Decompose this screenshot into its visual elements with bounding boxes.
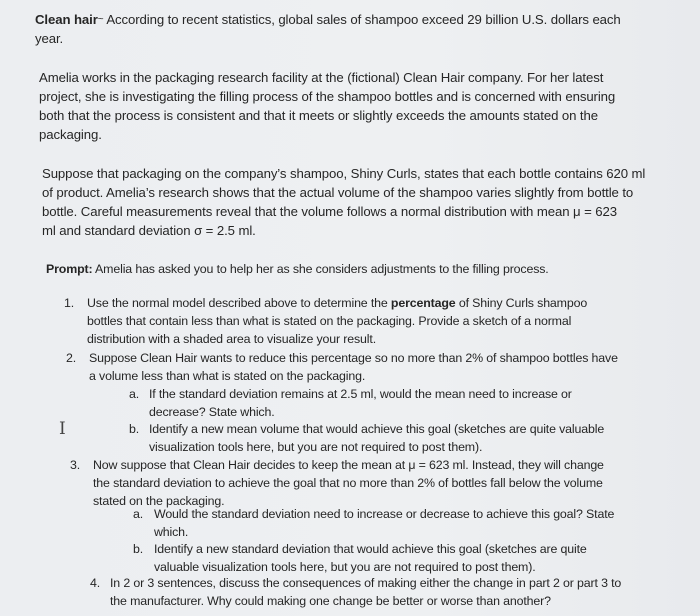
para1-line: Amelia works in the packaging research facility at the (fictional) Clean Hair company. For her latest <box>39 70 604 85</box>
prompt-text: Amelia has asked you to help her as she considers adjustments to the filling process. <box>92 262 549 276</box>
q3-number: 3. <box>70 458 81 472</box>
q3b-line: valuable visualization tools here, but you are not required to post them). <box>154 560 536 574</box>
q1-line: bottles that contain less than what is stated on the packaging. Provide a sketch of a normal <box>87 314 572 328</box>
q3a-line: Would the standard deviation need to increase or decrease to achieve this goal? State <box>154 507 615 521</box>
q4-line: the manufacturer. Why could making one change be better or worse than another? <box>110 594 551 608</box>
q2a-letter: a. <box>129 387 140 401</box>
q1-emphasis: percentage <box>390 296 456 310</box>
q4-line: In 2 or 3 sentences, discuss the consequences of making either the change in part 2 or part 3 to <box>110 576 622 590</box>
q2a-line: If the standard deviation remains at 2.5 ml, would the mean need to increase or <box>149 387 572 401</box>
intro-text: According to recent statistics, global sales of shampoo exceed 29 billion U.S. dollars each <box>103 12 621 27</box>
para1-line: packaging. <box>39 127 102 142</box>
q2-number: 2. <box>66 351 77 365</box>
q3b-line: Identify a new standard deviation that would achieve this goal (sketches are quite <box>154 542 587 556</box>
q2b-line: visualization tools here, but you are not required to post them). <box>149 440 483 454</box>
q2a-line: decrease? State which. <box>149 405 275 419</box>
intro-line <box>35 12 621 28</box>
doc-title: Clean hair <box>35 12 98 27</box>
q3b-letter: b. <box>133 542 144 556</box>
text-cursor-icon: I <box>59 419 66 439</box>
q3a-letter: a. <box>133 507 144 521</box>
para2-line: of product. Amelia’s research shows that the actual volume of the shampoo varies slightly from bottle to <box>42 185 634 200</box>
para1-line: project, she is investigating the filling process of the shampoo bottles and is concerned with ensuring <box>39 89 616 104</box>
q3-line: the standard deviation to achieve the goal that no more than 2% of bottles fall below the volume <box>93 476 603 490</box>
prompt-line <box>46 261 549 277</box>
prompt-label: Prompt: <box>46 262 93 276</box>
title-mark: ~ <box>97 14 104 25</box>
q3-line: stated on the packaging. <box>93 494 225 508</box>
q2b-line: Identify a new mean volume that would achieve this goal (sketches are quite valuable <box>149 422 605 436</box>
intro-line-2: year. <box>35 31 64 46</box>
q1-text: Use the normal model described above to determine the <box>87 296 391 310</box>
q2-line: a volume less than what is stated on the packaging. <box>89 369 366 383</box>
q3-line: Now suppose that Clean Hair decides to keep the mean at μ = 623 ml. Instead, they will change <box>93 458 604 472</box>
q2-line: Suppose Clean Hair wants to reduce this percentage so no more than 2% of shampoo bottles have <box>89 351 618 365</box>
q2b-letter: b. <box>129 422 140 436</box>
q3a-line: which. <box>154 525 189 539</box>
para2-line: ml and standard deviation σ = 2.5 ml. <box>42 223 256 238</box>
para1-line: both that the process is consistent and that it meets or slightly exceeds the amounts stated on the <box>39 108 598 123</box>
q4-number: 4. <box>90 576 101 590</box>
q1-line <box>87 295 587 311</box>
q1-line: distribution with a shaded area to visualize your result. <box>87 332 376 346</box>
q1-text: of Shiny Curls shampoo <box>455 296 588 310</box>
q1-number: 1. <box>64 296 75 310</box>
para2-line: Suppose that packaging on the company’s shampoo, Shiny Curls, states that each bottle contains 620 ml <box>42 166 646 181</box>
para2-line: bottle. Careful measurements reveal that the volume follows a normal distribution with mean μ = 623 <box>42 204 617 219</box>
